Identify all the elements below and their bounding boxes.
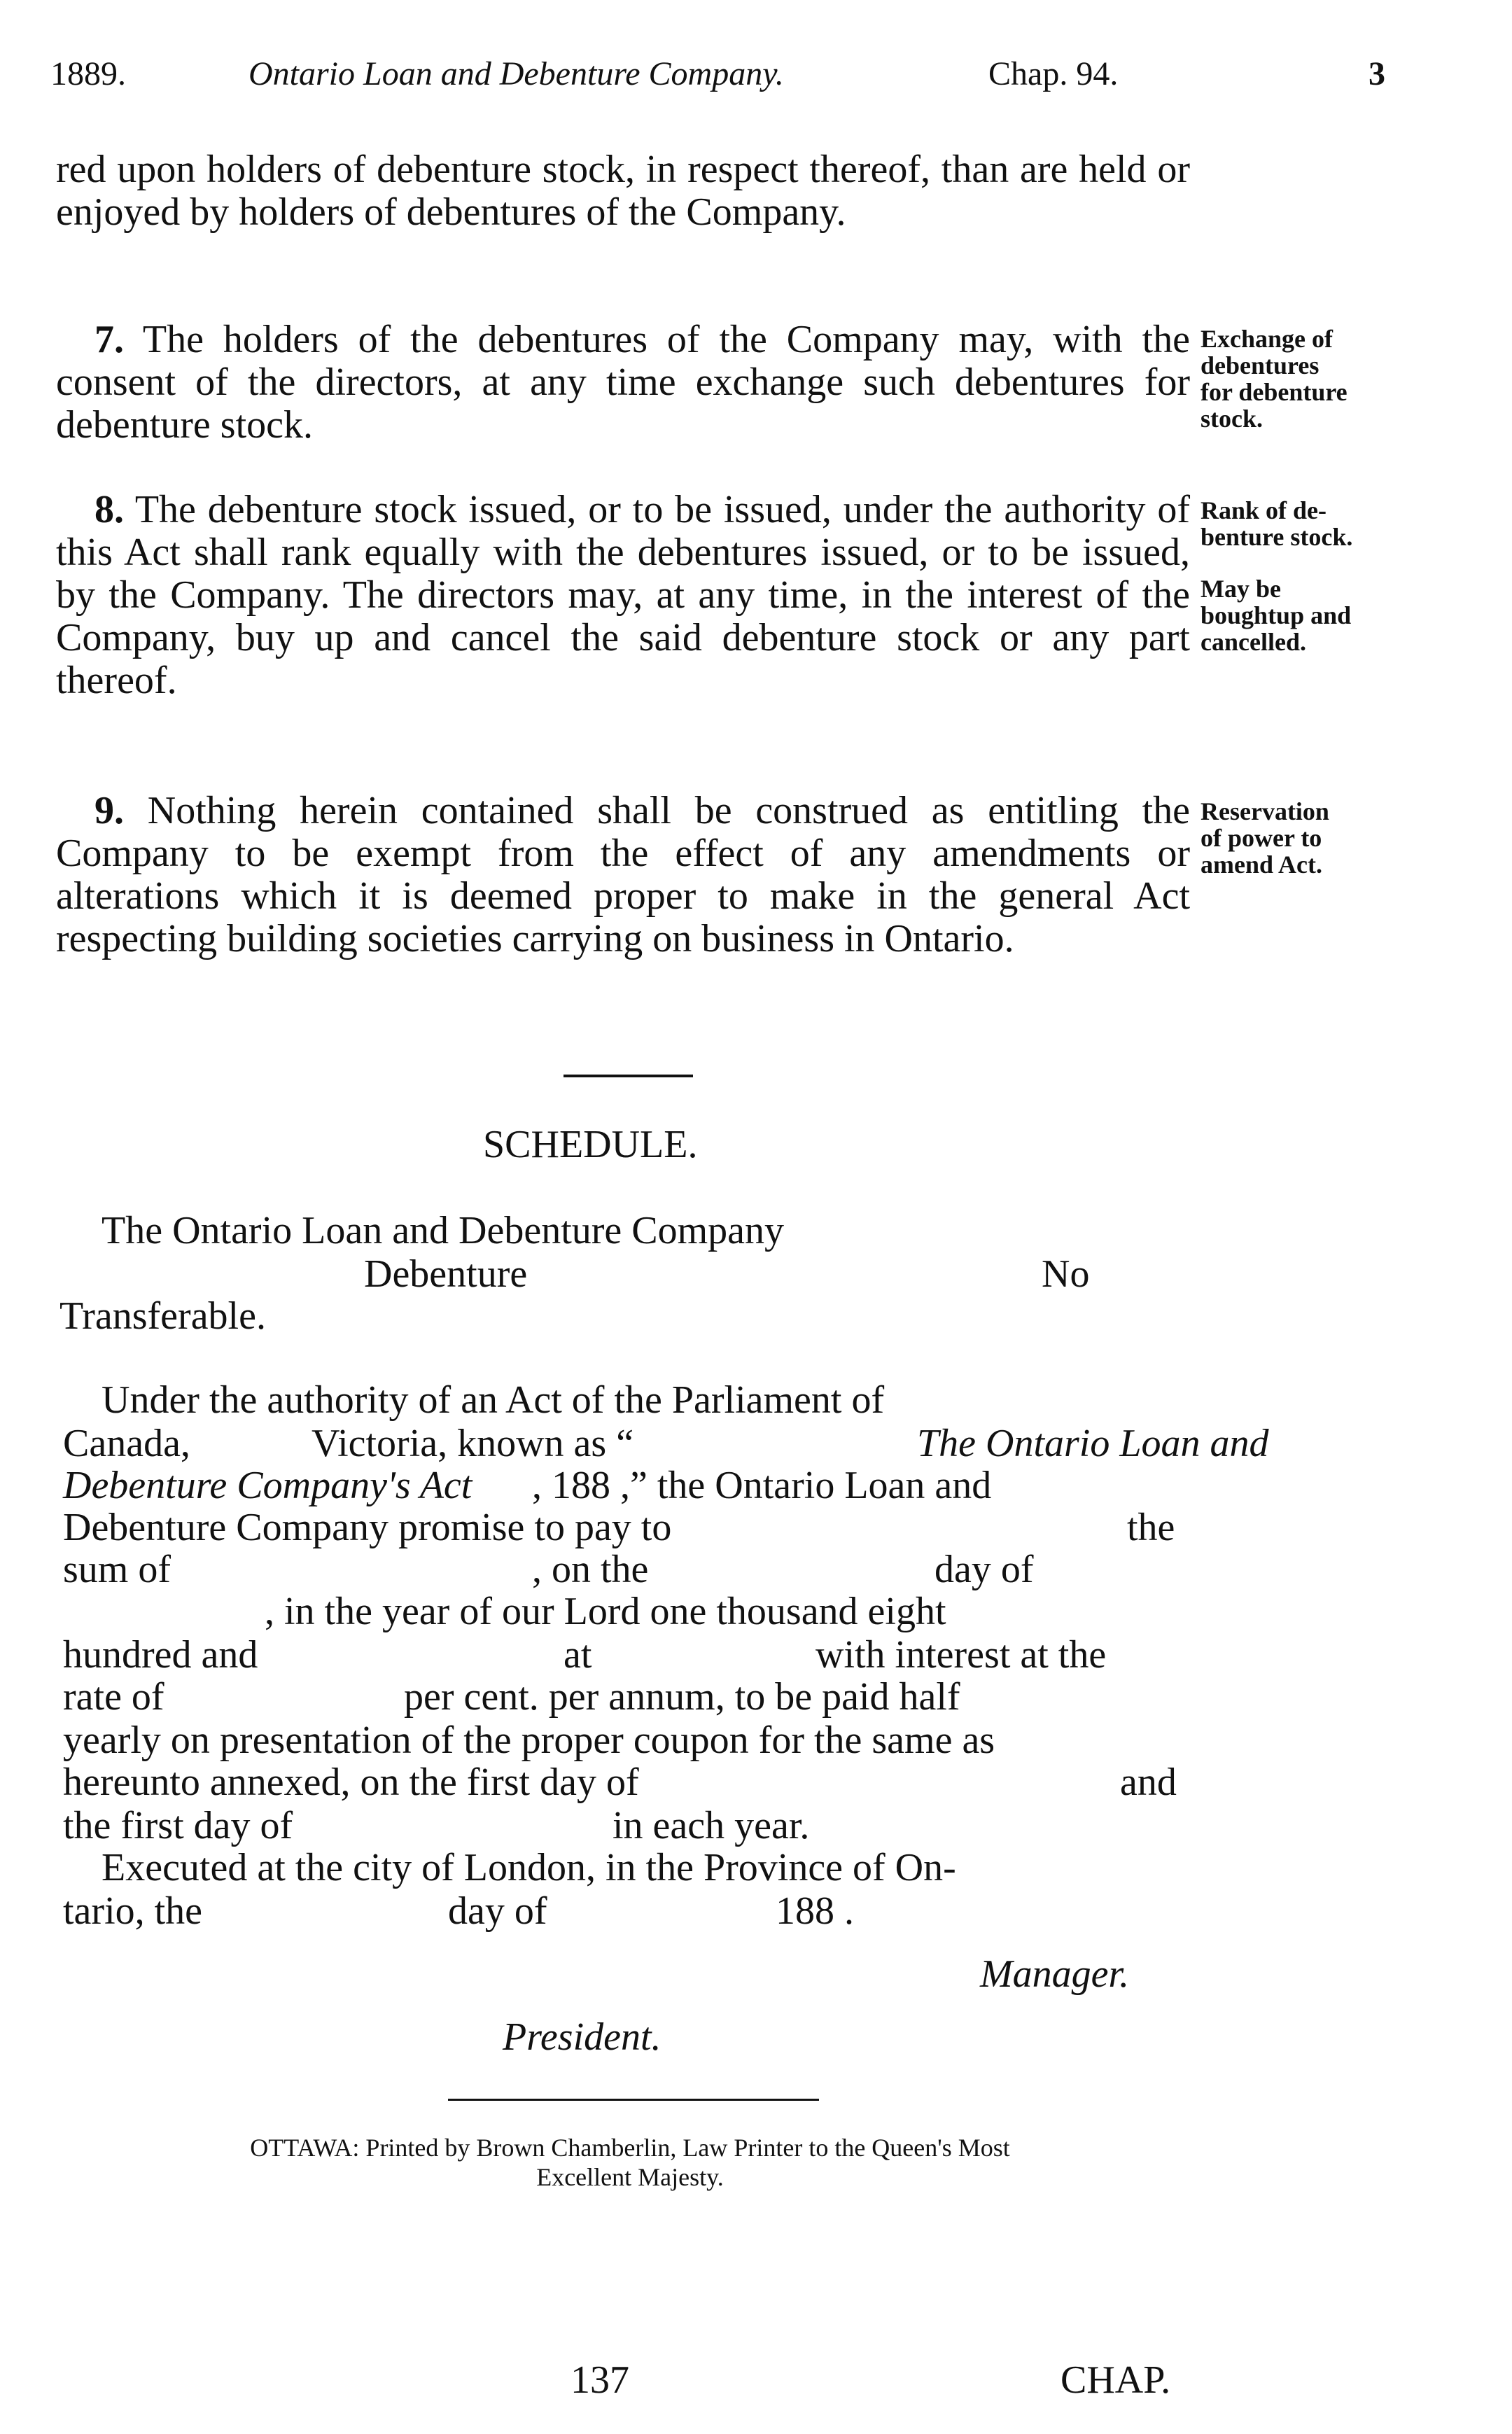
schedule-title: SCHEDULE. (483, 1123, 698, 1166)
schedule-transferable: Transferable. (59, 1294, 266, 1338)
section-9-number: 9. (94, 789, 124, 832)
sidenote-buy-up: May be boughtup and cancelled. (1200, 575, 1352, 656)
section-8 (56, 489, 1190, 702)
sidenote-rank: Rank of de- benture stock. (1200, 496, 1353, 551)
section-7 (56, 319, 1190, 447)
catchword: CHAP. (1060, 2358, 1171, 2402)
signature-president: President. (503, 2015, 662, 2059)
header-chapter: Chap. 94. (988, 55, 1119, 92)
imprint-line-1: OTTAWA: Printed by Brown Chamberlin, Law Printer to the Queen's Most (250, 2134, 1010, 2162)
sidenote-exchange: Exchange of debentures for debenture stock. (1200, 325, 1348, 433)
section-7-text: The holders of the debentures of the Company may, with the consent of the directors, at any time exchange such debentures for debenture stock. (56, 318, 1190, 447)
imprint-divider (448, 2099, 819, 2101)
header-year: 1889. (50, 55, 126, 92)
section-9-text: Nothing herein contained shall be construed as entitling the Company to be exempt from the effect of any amendments or alterations which it is deemed proper to make in the general Act respecting building societies carrying on business in Ontario. (56, 789, 1191, 960)
schedule-company: The Ontario Loan and Debenture Company (102, 1209, 785, 1252)
paragraph-continuation: red upon holders of debenture stock, in respect thereof, than are held or enjoyed by holders of debentures of the Company. (56, 148, 1190, 234)
signature-manager: Manager. (980, 1952, 1130, 1996)
section-divider (564, 1075, 693, 1077)
section-8-text: The debenture stock issued, or to be issued, under the authority of this Act shall rank equally with the debentures issued, or to be issued, by the Company. The directors may, at any time, in the interest of the Company, buy up and cancel the said debenture stock or any part thereof. (56, 488, 1190, 702)
section-7-number: 7. (94, 318, 124, 361)
imprint-line-2: Excellent Majesty. (536, 2163, 724, 2191)
sidenote-reservation: Reservation of power to amend Act. (1200, 797, 1329, 879)
header-page-number: 3 (1368, 55, 1385, 92)
schedule-debenture: Debenture (364, 1252, 528, 1296)
schedule-no: No (1042, 1252, 1090, 1296)
section-8-number: 8. (94, 488, 124, 531)
folio-number: 137 (570, 2358, 629, 2402)
header-title: Ontario Loan and Debenture Company. (248, 55, 784, 92)
section-9 (56, 790, 1190, 960)
